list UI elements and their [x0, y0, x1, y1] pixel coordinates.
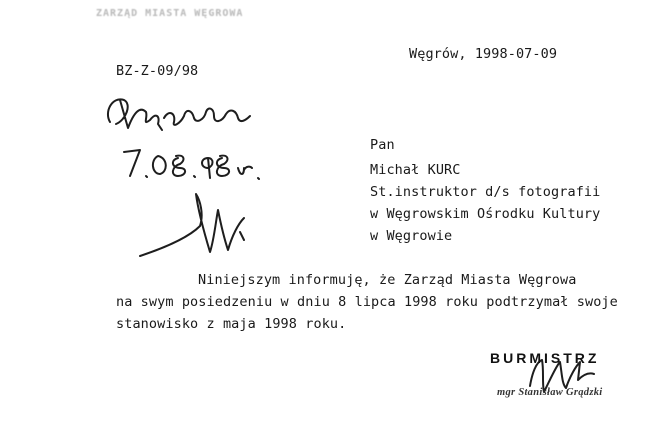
- recipient-salutation: Pan: [370, 137, 395, 153]
- body-line-1: Niniejszym informuję, że Zarząd Miasta Węgrowa: [198, 272, 577, 288]
- place-date: Węgrów, 1998-07-09: [409, 46, 558, 62]
- recipient-position: St.instruktor d/s fotografii: [370, 184, 601, 200]
- header-stamp: ZARZĄD MIASTA WĘGROWA: [96, 8, 244, 19]
- recipient-name: Michał KURC: [370, 162, 461, 178]
- body-line-3: stanowisko z maja 1998 roku.: [116, 316, 347, 332]
- handwritten-note-scribble: [108, 99, 250, 130]
- recipient-institution: w Węgrowskim Ośrodku Kultury: [370, 206, 601, 222]
- signatory-title: BURMISTRZ: [490, 350, 600, 366]
- recipient-city: w Węgrowie: [370, 228, 453, 244]
- body-line-2: na swym posiedzeniu w dniu 8 lipca 1998 roku podtrzymał swoje: [116, 294, 618, 310]
- signatory-name: mgr Stanisław Grądzki: [497, 387, 603, 398]
- reference-number: BZ-Z-09/98: [116, 63, 199, 79]
- handwritten-date-scribble: [124, 150, 259, 179]
- signature-left-scribble: [140, 194, 244, 256]
